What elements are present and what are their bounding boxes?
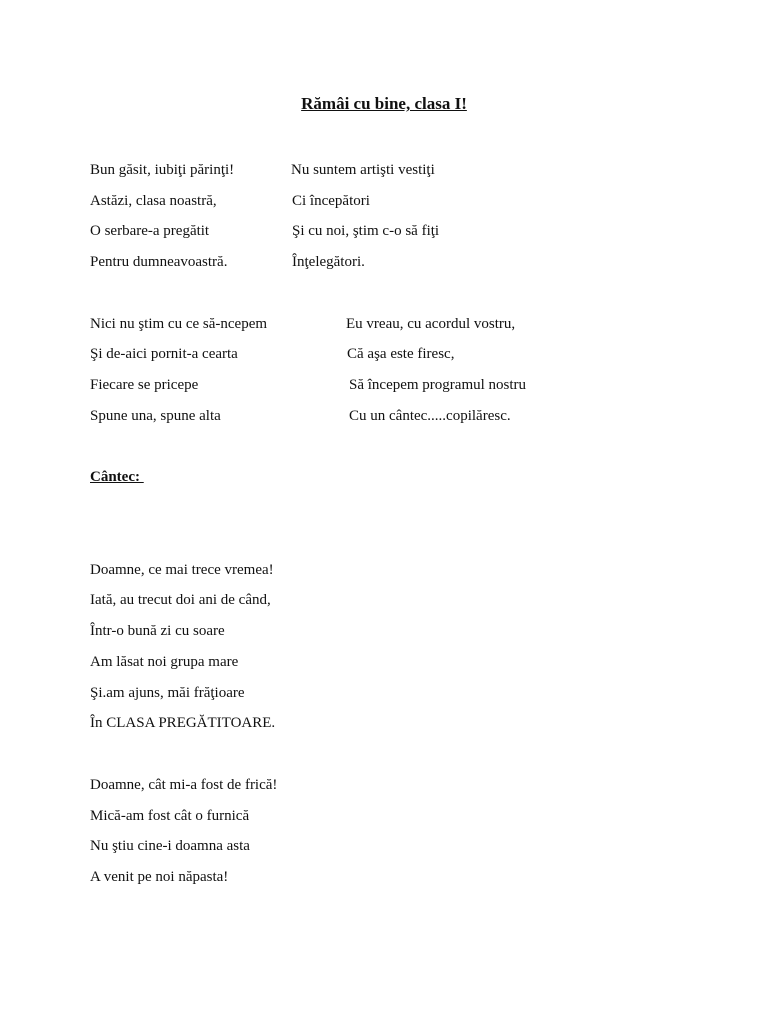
song-verse2-line-3: Nu ştiu cine-i doamna asta (90, 838, 250, 854)
stanza2-left-line-4: Spune una, spune alta (90, 408, 221, 424)
stanza2-left-line-1: Nici nu ştim cu ce să-ncepem (90, 316, 268, 332)
song-verse1-line-4: Am lăsat noi grupa mare (90, 654, 239, 670)
stanza2-right-line-1: Eu vreau, cu acordul vostru, (346, 316, 516, 332)
song-verse1-line-1: Doamne, ce mai trece vremea! (90, 562, 274, 578)
stanza2-right-line-2: Că aşa este firesc, (347, 346, 455, 362)
song-verse1-line-5: Şi.am ajuns, măi frăţioare (90, 685, 245, 701)
stanza1-right-line-3: Şi cu noi, ştim c-o să fiţi (292, 223, 440, 239)
song-verse2-line-2: Mică-am fost cât o furnică (90, 808, 250, 824)
stanza1-left-line-2: Astăzi, clasa noastră, (90, 193, 217, 209)
song-verse1-line-2: Iată, au trecut doi ani de când, (90, 592, 271, 608)
stanza1-left-line-4: Pentru dumneavoastră. (90, 254, 228, 270)
song-verse1-line-6: În CLASA PREGĂTITOARE. (90, 715, 276, 731)
stanza2-left-line-3: Fiecare se pricepe (90, 377, 199, 393)
stanza2-right-line-3: Să începem programul nostru (349, 377, 527, 393)
stanza1-right-line-4: Înţelegători. (292, 254, 365, 270)
stanza1-right-line-2: Ci începători (292, 193, 370, 209)
stanza2-right-line-4: Cu un cântec.....copilăresc. (349, 408, 511, 424)
song-verse2-line-1: Doamne, cât mi-a fost de frică! (90, 777, 278, 793)
song-verse2-line-4: A venit pe noi năpasta! (90, 869, 229, 885)
page-title: Rămâi cu bine, clasa I! (301, 94, 467, 113)
stanza2-left-line-2: Şi de-aici pornit-a cearta (90, 346, 238, 362)
stanza1-right-line-1: Nu suntem artişti vestiţi (291, 162, 435, 178)
stanza1-left-line-1: Bun găsit, iubiţi părinţi! (90, 162, 235, 178)
song-verse1-line-3: Într-o bună zi cu soare (90, 623, 225, 639)
stanza1-left-line-3: O serbare-a pregătit (90, 223, 210, 239)
song-heading: Cântec: (90, 469, 144, 485)
